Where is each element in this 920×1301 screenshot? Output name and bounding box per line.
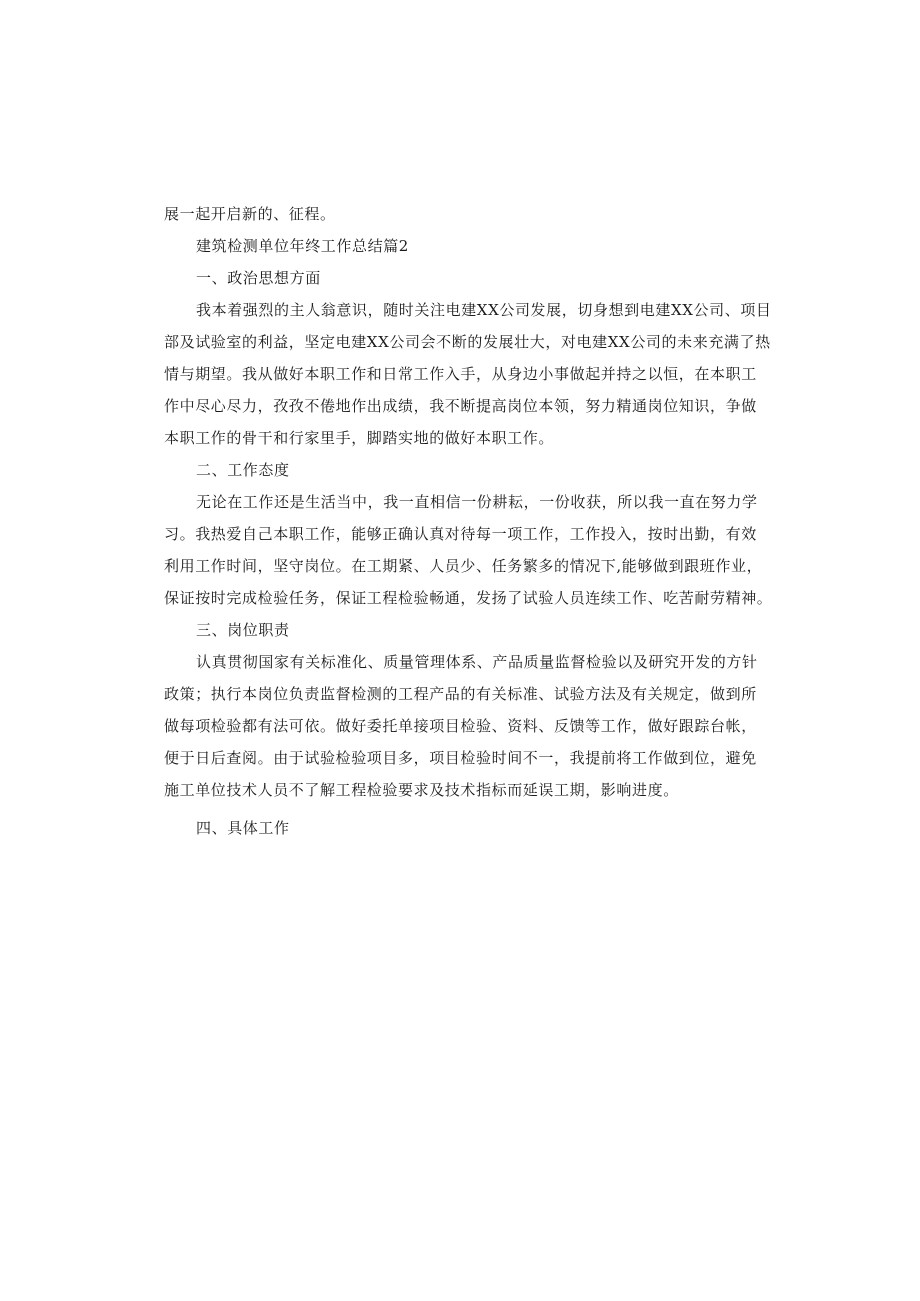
paragraph-line: 作中尽心尽力，孜孜不倦地作出成绩，我不断提高岗位本领，努力精通岗位知识，争做 [164, 397, 757, 415]
document-body [164, 198, 773, 844]
paragraph-line: 便于日后查阅。由于试验检验项目多，项目检验时间不一，我提前将工作做到位，避免 [164, 749, 757, 767]
document-title: 建筑检测单位年终工作总结篇2 [196, 237, 409, 255]
paragraph-line: 情与期望。我从做好本职工作和日常工作入手，从身边小事做起并持之以恒，在本职工 [164, 365, 757, 383]
continuation-text: 展一起开启新的、征程。 [164, 205, 336, 223]
paragraph-line: 部及试验室的利益，坚定电建XX公司会不断的发展壮大，对电建XX公司的未来充满了热 [164, 333, 771, 351]
paragraph-line: 保证按时完成检验任务，保证工程检验畅通，发扬了试验人员连续工作、吃苦耐劳精神。 [164, 589, 773, 607]
paragraph-line: 无论在工作还是生活当中，我一直相信一份耕耘，一份收获，所以我一直在努力学 [196, 493, 758, 511]
paragraph-line: 做每项检验都有法可依。做好委托单接项目检验、资料、反馈等工作，做好跟踪台帐， [164, 717, 757, 735]
paragraph-line: 利用工作时间，坚守岗位。在工期紧、人员少、任务繁多的情况下,能够做到跟班作业， [164, 557, 763, 575]
section-heading: 三、岗位职责 [196, 621, 290, 639]
paragraph-line: 施工单位技术人员不了解工程检验要求及技术指标而延误工期，影响进度。 [164, 781, 679, 799]
paragraph-line: 本职工作的骨干和行家里手，脚踏实地的做好本职工作。 [164, 429, 555, 447]
section-heading: 四、具体工作 [196, 819, 290, 837]
paragraph-line: 我本着强烈的主人翁意识，随时关注电建XX公司发展，切身想到电建XX公司、项目 [196, 301, 772, 319]
paragraph-line: 认真贯彻国家有关标准化、质量管理体系、产品质量监督检验以及研究开发的方针 [196, 653, 758, 671]
paragraph-line: 政策；执行本岗位负责监督检测的工程产品的有关标准、试验方法及有关规定，做到所 [164, 685, 757, 703]
section-heading: 一、政治思想方面 [196, 269, 321, 287]
paragraph-line: 习。我热爱自己本职工作，能够正确认真对待每一项工作，工作投入，按时出勤，有效 [164, 525, 757, 543]
section-heading: 二、工作态度 [196, 461, 290, 479]
